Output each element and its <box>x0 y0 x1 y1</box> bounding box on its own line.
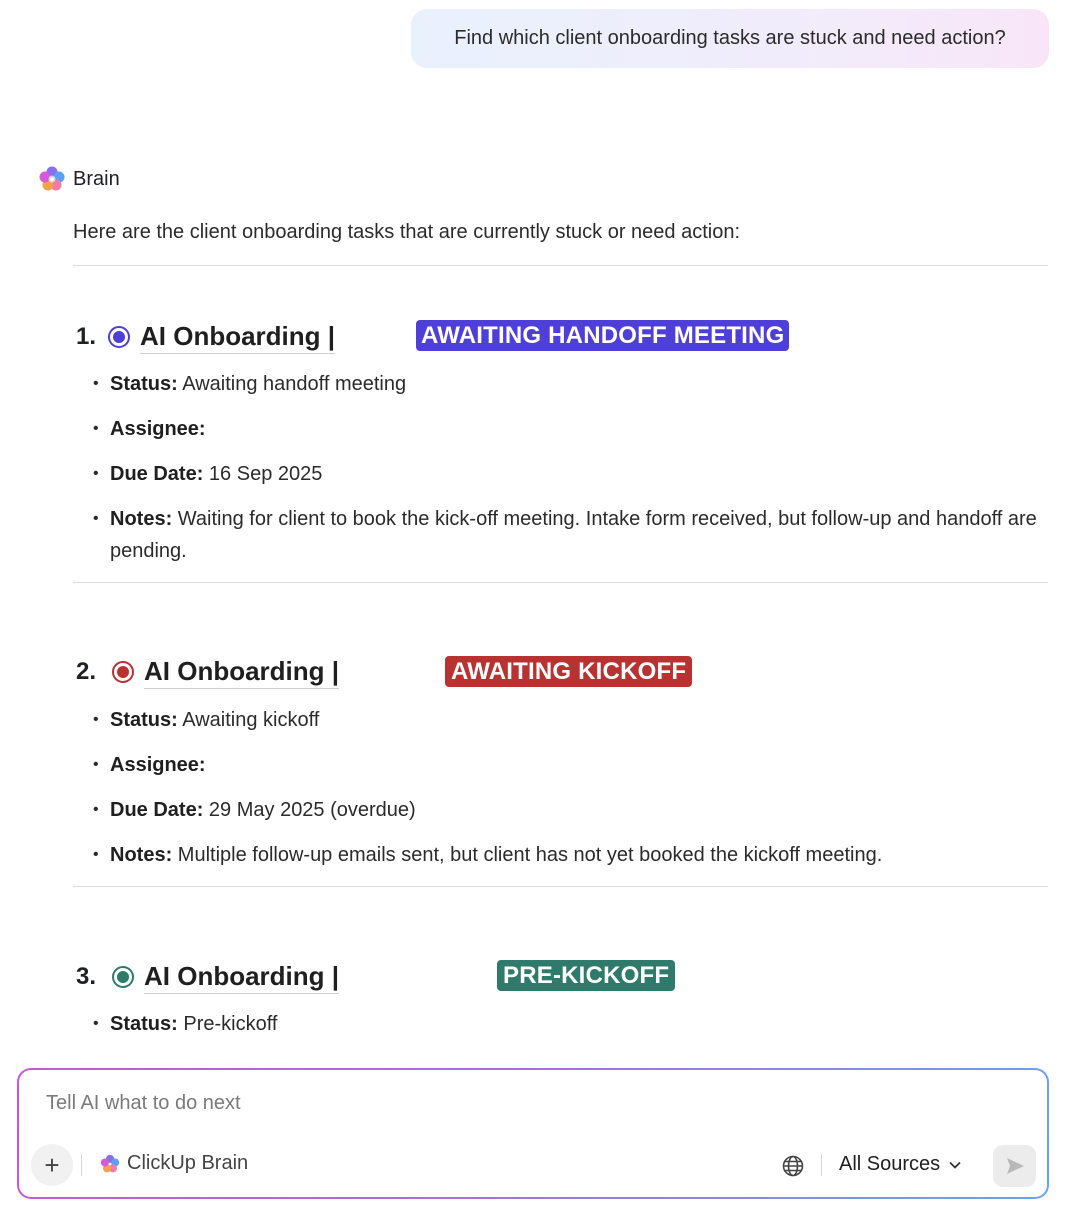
task-number: 1. <box>76 323 97 350</box>
task-link[interactable]: AI Onboarding | <box>140 321 335 354</box>
due-date-row: • Due Date: 16 Sep 2025 <box>93 458 1043 490</box>
assignee-row: • Assignee: <box>93 413 1043 445</box>
add-button[interactable]: + <box>31 1144 73 1186</box>
divider <box>73 886 1048 887</box>
task-link[interactable]: AI Onboarding | <box>144 656 339 689</box>
user-message-bubble <box>411 9 1049 68</box>
divider <box>73 265 1048 266</box>
chevron-down-icon <box>948 1158 962 1172</box>
assistant-intro: Here are the client onboarding tasks that are currently stuck or need action: <box>73 221 741 243</box>
task-title <box>76 959 339 995</box>
separator <box>81 1154 82 1176</box>
clickup-brain-label: ClickUp Brain <box>127 1152 249 1174</box>
status-dot-icon <box>108 326 130 348</box>
task-number: 3. <box>76 963 97 990</box>
status-row: • Status: Awaiting handoff meeting <box>93 368 1043 400</box>
status-badge: AWAITING KICKOFF <box>445 656 692 687</box>
send-button[interactable] <box>993 1145 1036 1187</box>
prompt-input[interactable] <box>46 1092 946 1115</box>
send-icon <box>1004 1155 1026 1177</box>
brain-logo-icon <box>99 1153 121 1175</box>
composer-body <box>19 1070 1047 1197</box>
separator <box>821 1154 822 1176</box>
status-badge: AWAITING HANDOFF MEETING <box>416 320 789 351</box>
task-number: 2. <box>76 658 97 685</box>
sources-dropdown[interactable] <box>839 1153 962 1176</box>
status-row: • Status: Pre-kickoff <box>93 1008 1043 1040</box>
clickup-brain-selector[interactable] <box>99 1152 248 1175</box>
task-title <box>76 319 335 355</box>
assistant-name: Brain <box>73 167 120 190</box>
due-date-row: • Due Date: 29 May 2025 (overdue) <box>93 794 1043 826</box>
task-link[interactable]: AI Onboarding | <box>144 961 339 994</box>
assistant-header <box>37 163 120 195</box>
status-dot-icon <box>112 661 134 683</box>
assignee-row: • Assignee: <box>93 749 1043 781</box>
divider <box>73 582 1048 583</box>
status-dot-icon <box>112 966 134 988</box>
composer <box>17 1068 1049 1199</box>
task-details <box>93 704 1043 884</box>
notes-row: • Notes: Multiple follow-up emails sent, but client has not yet booked the kickoff meeting. <box>93 839 1043 871</box>
task-details <box>93 368 1043 580</box>
user-message-text: Find which client onboarding tasks are stuck and need action? <box>454 27 1006 49</box>
task-details <box>93 1008 1043 1053</box>
status-row: • Status: Awaiting kickoff <box>93 704 1043 736</box>
globe-icon[interactable] <box>781 1154 805 1178</box>
brain-logo-icon <box>37 164 67 194</box>
notes-row: • Notes: Waiting for client to book the kick-off meeting. Intake form received, but follow-up and handoff are pending. <box>93 503 1043 567</box>
task-title <box>76 654 339 690</box>
sources-label: All Sources <box>839 1153 941 1175</box>
status-badge: PRE-KICKOFF <box>497 960 675 991</box>
